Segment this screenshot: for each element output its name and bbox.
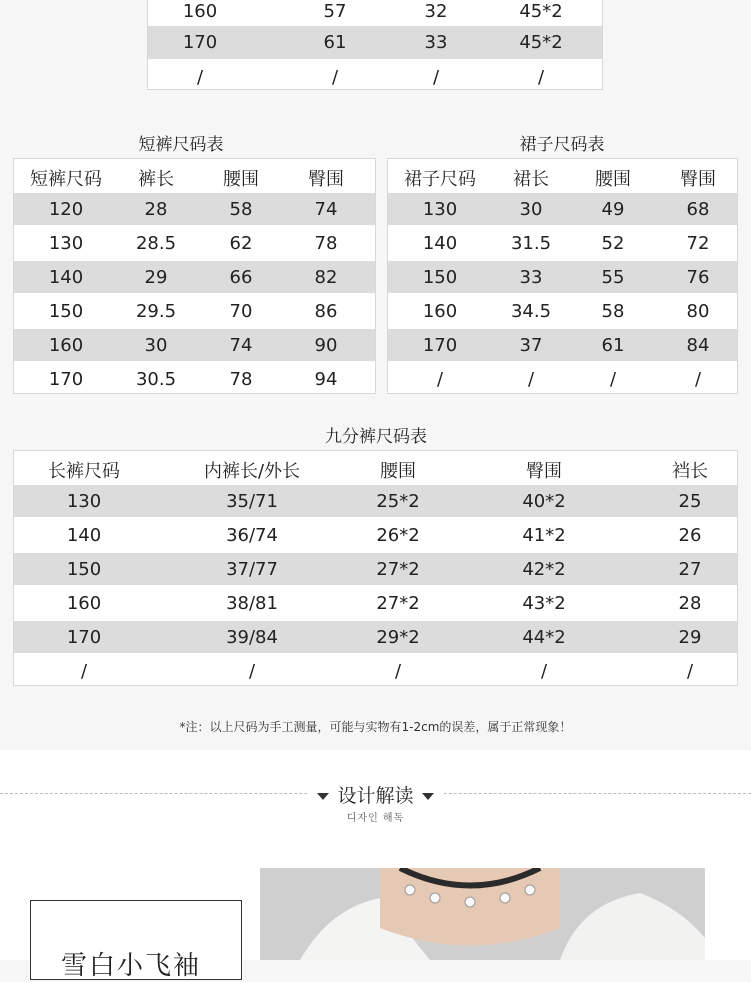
triangle-down-icon <box>422 793 434 800</box>
column-header: 短裤尺码 <box>30 169 102 190</box>
table-cell: 160 <box>182 1 218 22</box>
table-cell: 26*2 <box>376 525 420 546</box>
model-photo-illustration <box>260 868 705 960</box>
table-header-row <box>14 159 375 193</box>
table-cell: 58 <box>601 301 625 322</box>
table-row <box>148 1 602 23</box>
table-cell: / <box>609 369 617 390</box>
table-cell: 30 <box>144 335 168 356</box>
table-cell: 31.5 <box>510 233 552 254</box>
column-header: 裙子尺码 <box>404 169 476 190</box>
table-row <box>14 295 375 327</box>
table-row <box>388 329 737 361</box>
column-header: 臀围 <box>680 169 716 190</box>
table-cell: 42*2 <box>522 559 566 580</box>
table-row <box>388 261 737 293</box>
table-row <box>14 519 737 551</box>
table-row <box>388 193 737 225</box>
column-header: 臀围 <box>526 461 562 482</box>
table-cell: 29.5 <box>135 301 177 322</box>
table-cell: 32 <box>424 1 448 22</box>
table-cell: / <box>436 369 444 390</box>
table-cell: 68 <box>686 199 710 220</box>
table-header-row <box>388 159 737 193</box>
table-cell: 37 <box>519 335 543 356</box>
column-header: 裆长 <box>672 461 708 482</box>
section-title: 设计解读 <box>337 785 414 807</box>
table-cell: 45*2 <box>519 32 563 53</box>
table-cell: 170 <box>48 369 84 390</box>
table-row <box>14 329 375 361</box>
skirt-table-title: 裙子尺码表 <box>519 135 605 155</box>
feature-label: 雪白小飞袖 <box>61 951 202 981</box>
top-size-table <box>147 0 603 90</box>
table-row <box>14 363 375 395</box>
column-header: 长裤尺码 <box>48 461 120 482</box>
table-cell: 26 <box>678 525 702 546</box>
table-cell: 34.5 <box>510 301 552 322</box>
table-cell: 82 <box>314 267 338 288</box>
table-cell: 130 <box>48 233 84 254</box>
table-cell: 120 <box>48 199 84 220</box>
table-cell: 39/84 <box>226 627 278 648</box>
table-cell: 25 <box>678 491 702 512</box>
table-cell: 41*2 <box>522 525 566 546</box>
table-cell: 45*2 <box>519 1 563 22</box>
table-cell: 40*2 <box>522 491 566 512</box>
table-cell: / <box>331 67 339 88</box>
table-cell: 30 <box>519 199 543 220</box>
design-section-heading <box>0 781 751 808</box>
table-cell: 61 <box>601 335 625 356</box>
table-cell: 140 <box>422 233 458 254</box>
measurement-note: *注：以上尺码为手工测量，可能与实物有1-2cm的误差，属于正常现象！ <box>179 720 572 734</box>
table-cell: / <box>540 661 548 682</box>
table-cell: 36/74 <box>226 525 278 546</box>
shorts-table-title: 短裤尺码表 <box>138 135 224 155</box>
table-header-row <box>14 451 737 485</box>
column-header: 臀围 <box>308 169 344 190</box>
table-cell: 58 <box>229 199 253 220</box>
feature-label-box <box>30 900 242 980</box>
table-cell: / <box>432 67 440 88</box>
table-cell: 160 <box>48 335 84 356</box>
table-cell: 33 <box>424 32 448 53</box>
section-subtitle: 디자인 해독 <box>346 813 405 824</box>
table-cell: 80 <box>686 301 710 322</box>
table-cell: 78 <box>314 233 338 254</box>
table-cell: / <box>248 661 256 682</box>
table-row <box>14 261 375 293</box>
table-cell: 27 <box>678 559 702 580</box>
table-cell: 52 <box>601 233 625 254</box>
table-cell: 130 <box>66 491 102 512</box>
table-cell: 49 <box>601 199 625 220</box>
table-cell: 78 <box>229 369 253 390</box>
table-cell: 160 <box>422 301 458 322</box>
table-row <box>148 26 602 59</box>
table-row <box>14 655 737 687</box>
column-header: 腰围 <box>595 169 631 190</box>
table-cell: 38/81 <box>226 593 278 614</box>
product-photo <box>260 868 705 960</box>
table-row <box>14 621 737 653</box>
column-header: 腰围 <box>380 461 416 482</box>
table-cell: 70 <box>229 301 253 322</box>
table-cell: 72 <box>686 233 710 254</box>
table-cell: 90 <box>314 335 338 356</box>
table-cell: 55 <box>601 267 625 288</box>
table-cell: / <box>196 67 204 88</box>
pants-size-table <box>13 450 738 686</box>
skirt-size-table <box>387 158 738 394</box>
table-cell: 35/71 <box>226 491 278 512</box>
table-cell: 76 <box>686 267 710 288</box>
table-cell: / <box>694 369 702 390</box>
table-cell: / <box>527 369 535 390</box>
table-cell: 86 <box>314 301 338 322</box>
table-cell: 27*2 <box>376 593 420 614</box>
table-cell: 66 <box>229 267 253 288</box>
table-row <box>148 59 602 91</box>
table-cell: 170 <box>66 627 102 648</box>
table-cell: 150 <box>66 559 102 580</box>
table-row <box>388 295 737 327</box>
table-cell: 29 <box>678 627 702 648</box>
table-cell: 28 <box>144 199 168 220</box>
table-row <box>388 227 737 259</box>
table-cell: 130 <box>422 199 458 220</box>
table-cell: 74 <box>229 335 253 356</box>
table-cell: 61 <box>323 32 347 53</box>
table-cell: 150 <box>48 301 84 322</box>
table-cell: 28 <box>678 593 702 614</box>
triangle-down-icon <box>317 793 329 800</box>
table-cell: 33 <box>519 267 543 288</box>
table-cell: 57 <box>323 1 347 22</box>
table-cell: 170 <box>422 335 458 356</box>
table-cell: 30.5 <box>135 369 177 390</box>
table-cell: / <box>686 661 694 682</box>
table-row <box>14 587 737 619</box>
table-cell: 62 <box>229 233 253 254</box>
table-cell: 74 <box>314 199 338 220</box>
table-cell: 44*2 <box>522 627 566 648</box>
table-row <box>14 553 737 585</box>
shorts-size-table <box>13 158 376 394</box>
table-cell: 27*2 <box>376 559 420 580</box>
column-header: 腰围 <box>223 169 259 190</box>
table-cell: 94 <box>314 369 338 390</box>
column-header: 裤长 <box>138 169 174 190</box>
table-cell: 37/77 <box>226 559 278 580</box>
column-header: 裙长 <box>513 169 549 190</box>
table-row <box>14 227 375 259</box>
table-cell: 140 <box>48 267 84 288</box>
table-cell: 29 <box>144 267 168 288</box>
table-cell: 43*2 <box>522 593 566 614</box>
column-header: 内裤长/外长 <box>203 461 301 482</box>
table-cell: / <box>537 67 545 88</box>
table-cell: / <box>394 661 402 682</box>
table-row <box>14 193 375 225</box>
table-cell: 28.5 <box>135 233 177 254</box>
table-cell: / <box>80 661 88 682</box>
table-cell: 25*2 <box>376 491 420 512</box>
table-cell: 150 <box>422 267 458 288</box>
table-cell: 29*2 <box>376 627 420 648</box>
table-row <box>14 485 737 517</box>
table-cell: 140 <box>66 525 102 546</box>
table-cell: 170 <box>182 32 218 53</box>
table-cell: 160 <box>66 593 102 614</box>
table-row <box>388 363 737 395</box>
pants-table-title: 九分裤尺码表 <box>325 427 427 447</box>
table-cell: 84 <box>686 335 710 356</box>
